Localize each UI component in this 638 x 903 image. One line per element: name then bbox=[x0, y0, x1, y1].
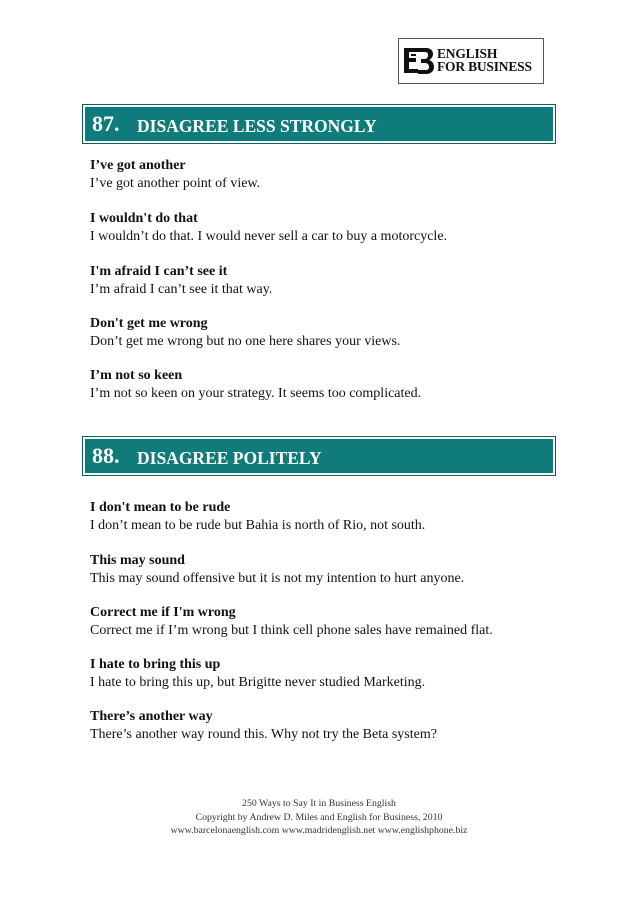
phrase-heading: I don't mean to be rude bbox=[90, 500, 231, 515]
phrase-entry bbox=[90, 552, 464, 588]
phrase-example: Correct me if I’m wrong but I think cell phone sales have remained flat. bbox=[90, 623, 493, 638]
phrase-entry bbox=[90, 157, 260, 193]
logo-line-2: FOR BUSINESS bbox=[437, 59, 532, 74]
company-logo bbox=[398, 38, 544, 84]
phrase-heading: I’ve got another bbox=[90, 158, 186, 173]
phrase-heading: I'm afraid I can’t see it bbox=[90, 264, 228, 279]
section-number: 88. bbox=[92, 443, 120, 468]
footer-book-title: 250 Ways to Say It in Business English bbox=[242, 798, 396, 809]
phrase-entry bbox=[90, 656, 425, 692]
phrase-entry bbox=[90, 708, 437, 744]
footer-copyright: Copyright by Andrew D. Miles and English for Business, 2010 bbox=[195, 811, 443, 823]
phrase-example: I wouldn’t do that. I would never sell a car to buy a motorcycle. bbox=[90, 229, 448, 244]
section-number: 87. bbox=[92, 111, 120, 136]
phrase-heading: I wouldn't do that bbox=[90, 211, 198, 226]
section-88-banner bbox=[82, 436, 556, 476]
phrase-heading: Correct me if I'm wrong bbox=[90, 605, 236, 620]
phrase-heading: There’s another way bbox=[90, 709, 213, 724]
phrase-entry bbox=[90, 263, 272, 299]
logo-line-1: ENGLISH bbox=[437, 46, 498, 61]
section-87-banner bbox=[82, 104, 556, 144]
footer-websites: www.barcelonaenglish.com www.madridenglish.net www.englishphone.biz bbox=[170, 825, 468, 836]
phrase-example: I’m afraid I can’t see it that way. bbox=[90, 282, 273, 297]
phrase-example: I’ve got another point of view. bbox=[90, 176, 261, 191]
phrase-heading: This may sound bbox=[90, 553, 185, 568]
phrase-example: I don’t mean to be rude but Bahia is north of Rio, not south. bbox=[90, 518, 426, 533]
phrase-entry bbox=[90, 210, 447, 246]
phrase-entry bbox=[90, 315, 400, 351]
phrase-example: I’m not so keen on your strategy. It seems too complicated. bbox=[90, 386, 422, 401]
phrase-example: This may sound offensive but it is not my intention to hurt anyone. bbox=[90, 571, 465, 586]
phrase-example: Don’t get me wrong but no one here shares your views. bbox=[90, 334, 401, 349]
phrase-entry bbox=[90, 367, 421, 403]
section-title: DISAGREE LESS STRONGLY bbox=[137, 116, 377, 136]
phrase-example: I hate to bring this up, but Brigitte never studied Marketing. bbox=[90, 675, 426, 690]
section-title: DISAGREE POLITELY bbox=[137, 448, 322, 468]
logo-text bbox=[437, 47, 532, 73]
phrase-heading: Don't get me wrong bbox=[90, 316, 208, 331]
phrase-heading: I hate to bring this up bbox=[90, 657, 221, 672]
page-footer bbox=[82, 797, 556, 838]
phrase-entry bbox=[90, 604, 493, 640]
phrase-entry bbox=[90, 499, 425, 535]
eb-logo-mark-icon bbox=[403, 45, 435, 77]
phrase-heading: I’m not so keen bbox=[90, 368, 183, 383]
phrase-example: There’s another way round this. Why not try the Beta system? bbox=[90, 727, 437, 742]
